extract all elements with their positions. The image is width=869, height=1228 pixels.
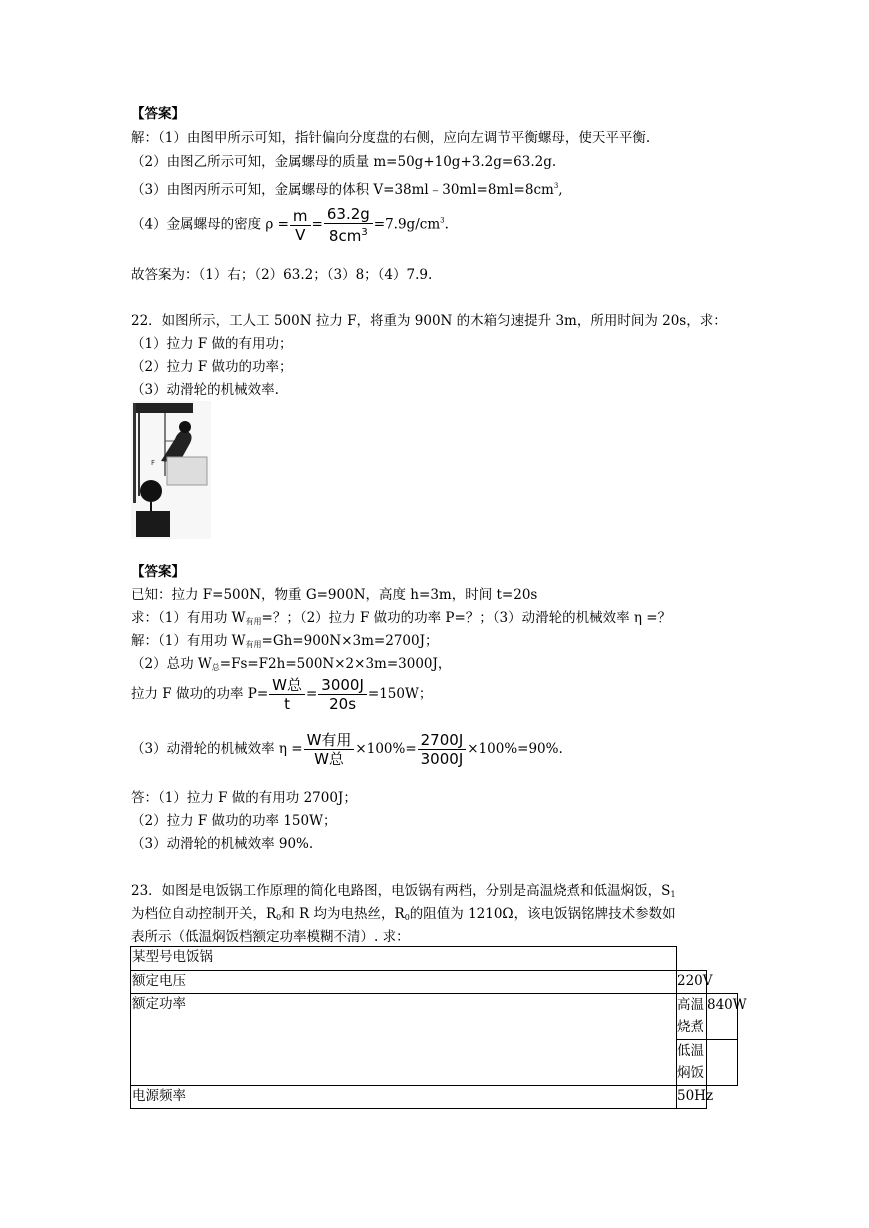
power-prefix: 拉力 F 做功的功率 P= [131,686,269,702]
low-temp-label-2: 焖饭 [677,1065,704,1081]
q22-item-3: （3）动滑轮的机械效率. [131,382,279,398]
fraction-denominator: 20s [329,695,357,713]
power-result: =150W； [367,686,433,702]
q22-efficiency [131,731,563,768]
answer-label: 【答案】 [131,106,185,122]
q21-step-4 [131,205,449,245]
q22-answer-1: 答：（1）拉力 F 做的有用功 2700J； [131,790,357,806]
q22-item-1: （1）拉力 F 做的有用功； [131,336,293,352]
q23-line-2-a: 为档位自动控制开关，R [131,906,277,922]
ask-text-a: 求：（1）有用功 W [131,610,246,626]
q23-line-3: 表所示（低温焖饭档额定功率模糊不清）. 求： [131,929,410,945]
solution-2-sub: 总 [211,663,220,672]
fraction-numerator: 3000J [318,676,367,695]
q21-step-2: （2）由图乙所示可知，金属螺母的质量 m=50g+10g+3.2g=63.2g. [131,154,557,170]
fraction-w-over-t [269,676,305,713]
efficiency-result: ×100%=90%. [467,741,563,757]
efficiency-middle: ×100%= [355,741,417,757]
frequency-value: 50Hz [677,1088,714,1104]
q23-line-2-sub2: 0 [404,913,410,922]
q23-line-2-c: 的阻值为 1210Ω，该电饭锅铭牌技术参数如 [409,906,676,922]
frequency-label: 电源频率 [132,1088,186,1104]
table-line [130,1085,738,1086]
fraction-denominator: W总 [314,750,344,768]
table-line [130,946,131,1109]
q22-known: 已知：拉力 F=500N，物重 G=900N，高度 h=3m，时间 t=20s [131,587,538,603]
q22-item-2: （2）拉力 F 做功的功率； [131,359,293,375]
fraction-den-sup: 3 [361,227,368,238]
q21-step-3-text: （3）由图丙所示可知，金属螺母的体积 V=38ml﹣30ml=8ml=8cm [131,182,554,198]
equals-sign: = [305,686,318,702]
solution-1-a: 解：（1）有用功 W [131,633,246,649]
efficiency-prefix: （3）动滑轮的机械效率 η = [131,741,303,757]
q22-ask [131,609,671,631]
fraction-numerator: 2700J [418,731,467,750]
fraction-denominator: t [284,695,290,713]
solution-2-a: （2）总功 W [131,656,212,672]
q21-step-3-end: , [558,182,563,198]
q22-solution-1 [131,632,438,654]
fraction-numerator: W有用 [304,731,355,750]
fraction-denominator: V [295,225,306,244]
density-prefix: （4）金属螺母的密度 ρ = [131,216,289,233]
q23-line-1-text: 23．如图是电饭锅工作原理的简化电路图，电饭锅有两档，分别是高温烧煮和低温焖饭，S [131,883,671,899]
pulley-figure [131,401,211,539]
q23-line-2-sub1: 0 [276,913,282,922]
fraction-2700-over-3000 [418,731,467,768]
fraction-numerator: m [290,207,311,226]
fraction-m-over-v [290,207,311,244]
fraction-numerator: W总 [269,676,305,695]
rated-voltage-label: 额定电压 [132,973,186,989]
answer-label: 【答案】 [131,564,185,580]
solution-2-b: =Fs=F2h=500N×2×3m=3000J， [219,656,452,672]
density-result-sup: 3 [440,216,445,225]
q23-line-2-b: 和 R 均为电热丝，R [281,906,405,922]
density-result: =7.9g/cm [373,216,441,233]
solution-1-sub: 有用 [245,640,262,649]
q22-solution-2 [131,655,451,677]
fraction-den-text: 8cm [328,227,362,245]
fraction-wuseful-over-wtotal [304,731,355,768]
fraction-3000-over-20 [318,676,367,713]
fraction-denominator [324,224,373,245]
q21-summary: 故答案为：（1）右；（2）63.2；（3）8；（4）7.9. [131,267,433,283]
fraction-denominator: 3000J [420,750,464,768]
high-temp-value: 840W [707,997,747,1013]
solution-1-b: =Gh=900N×3m=2700J； [261,633,439,649]
high-temp-label-1: 高温 [677,997,704,1013]
q21-step-1: 解：（1）由图甲所示可知，指针偏向分度盘的右侧，应向左调节平衡螺母，使天平平衡. [131,130,651,146]
q23-line-2 [131,905,676,927]
fraction-numerator: 63.2g [324,205,373,224]
q22-power [131,676,432,713]
q21-step-3 [131,177,563,199]
table-line [130,993,738,994]
table-line [130,970,707,971]
force-label: F [151,459,156,467]
q23-line-1-sub: 1 [670,890,676,899]
fraction-mass-over-volume [324,205,373,245]
ask-text-b: =？；（2）拉力 F 做功的功率 P=？；（3）动滑轮的机械效率 η =？ [261,610,672,626]
q22-answer-3: （3）动滑轮的机械效率 90%. [131,836,314,852]
q22-stem: 22．如图所示，工人工 500N 拉力 F，将重为 900N 的木箱匀速提升 3m，所用时间为 20s，求： [131,313,727,329]
rated-power-label: 额定功率 [132,996,186,1012]
q21-step-3-sup: 3 [553,182,559,190]
rated-voltage-value: 220V [677,973,713,989]
low-temp-label-1: 低温 [677,1043,704,1059]
q23-line-1 [131,882,676,904]
high-temp-label-2: 烧煮 [677,1019,704,1035]
density-end: . [444,216,449,233]
q22-answer-2: （2）拉力 F 做功的功率 150W； [131,813,337,829]
table-line [130,1108,707,1109]
table-title: 某型号电饭锅 [132,949,213,965]
ask-sub: 有用 [245,617,262,626]
equals-sign: = [311,216,323,233]
